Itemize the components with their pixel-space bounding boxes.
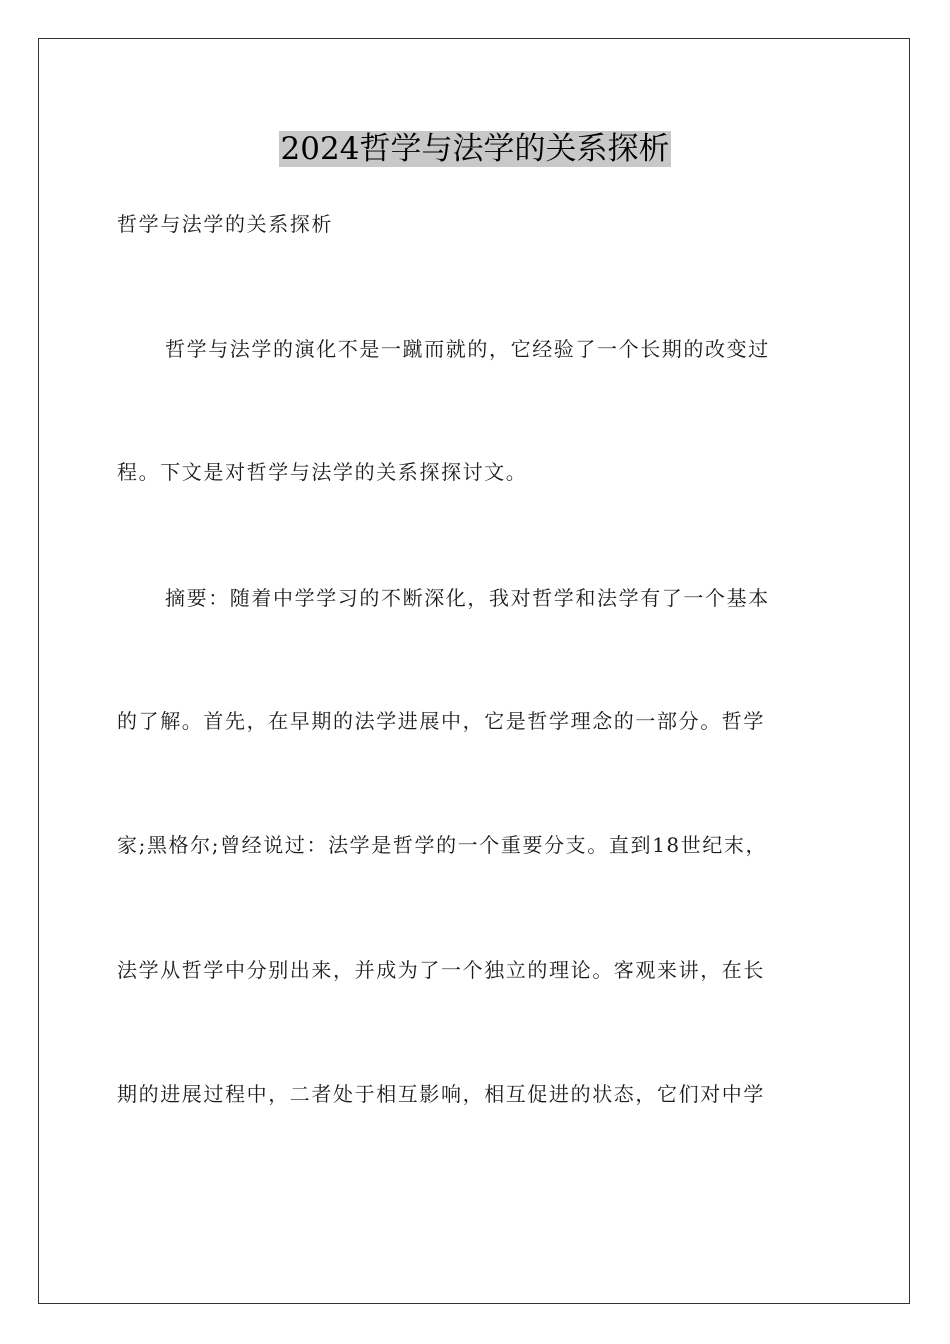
document-title	[0, 125, 950, 173]
document-subtitle: 哲学与法学的关系探析	[117, 212, 333, 236]
paragraph-line: 期的进展过程中，二者处于相互影响，相互促进的状态，它们对中学	[117, 1082, 765, 1106]
paragraph-line: 摘要：随着中学学习的不断深化，我对哲学和法学有了一个基本	[165, 586, 770, 610]
paragraph-line: 的了解。首先，在早期的法学进展中，它是哲学理念的一部分。哲学	[117, 709, 765, 733]
paragraph-line: 法学从哲学中分别出来，并成为了一个独立的理论。客观来讲，在长	[117, 958, 765, 982]
title-highlight: 2024哲学与法学的关系探析	[280, 131, 670, 167]
paragraph-line: 程。下文是对哲学与法学的关系探探讨文。	[117, 460, 528, 484]
paragraph-line: 哲学与法学的演化不是一蹴而就的，它经验了一个长期的改变过	[165, 337, 770, 361]
paragraph-line: 家;黑格尔;曾经说过：法学是哲学的一个重要分支。直到18世纪末，	[117, 833, 768, 857]
